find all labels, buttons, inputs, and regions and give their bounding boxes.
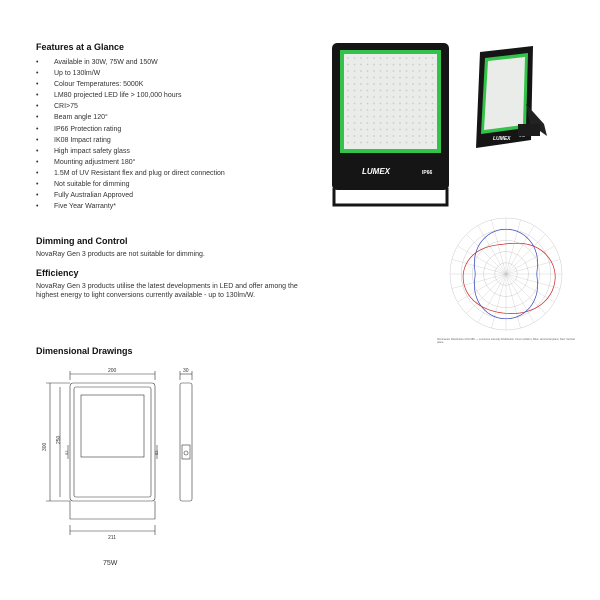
- features-heading: Features at a Glance: [36, 42, 125, 52]
- dimming-heading: Dimming and Control: [36, 236, 128, 246]
- model-label: 75W: [103, 560, 118, 567]
- feature-item: • Beam angle 120°: [36, 112, 296, 123]
- dim-depth: 30: [183, 368, 189, 374]
- dimensional-drawing: [30, 365, 220, 545]
- floodlight-angled: [476, 46, 547, 148]
- feature-item: • LM80 projected LED life > 100,000 hours: [36, 90, 296, 101]
- feature-item: • High impact safety glass: [36, 146, 296, 157]
- side-brand-logo: LUMEX: [493, 136, 511, 142]
- feature-item: • IP66 Protection rating: [36, 124, 296, 135]
- feature-item: • Colour Temperatures: 5000K: [36, 79, 296, 90]
- dim-height-body: 250: [56, 435, 62, 444]
- feature-item: • Mounting adjustment 180°: [36, 157, 296, 168]
- feature-item: • Up to 130lm/W: [36, 68, 296, 79]
- efficiency-text: NovaRay Gen 3 products utilise the latest developments in LED and offer among the highest energy to light conversions currently available - up to 130lm/W.: [36, 283, 298, 299]
- dim-height-total: 300: [42, 442, 48, 451]
- polar-diagram: [436, 214, 576, 336]
- feature-item: • Not suitable for dimming: [36, 179, 296, 190]
- feature-item: • Available in 30W, 75W and 150W: [36, 57, 296, 68]
- dim-offset-left: 52: [64, 450, 69, 455]
- feature-item: • IK08 Impact rating: [36, 135, 296, 146]
- features-list: [36, 57, 296, 212]
- dimming-text: NovaRay Gen 3 products are not suitable for dimming.: [36, 251, 205, 258]
- dim-offset-right: 52: [154, 450, 159, 455]
- feature-item: • Five Year Warranty*: [36, 201, 296, 212]
- feature-item: • 1.5M of UV Resistant flex and plug or direct connection: [36, 168, 296, 179]
- feature-item: • Fully Australian Approved: [36, 190, 296, 201]
- drawings-heading: Dimensional Drawings: [36, 346, 133, 356]
- floodlight-front: [332, 43, 449, 205]
- dim-width-top: 200: [108, 368, 117, 374]
- dim-width-bottom: 211: [108, 535, 116, 541]
- polar-caption: Illuminance Distribution C0/C180 — Luminous Intensity Distribution Curve (cd/klm), Blue: Horizontal plane; Red: Vertical plane.: [437, 337, 575, 344]
- feature-item: • CRI>75: [36, 101, 296, 112]
- ip-badge: IP66: [422, 170, 433, 176]
- efficiency-heading: Efficiency: [36, 268, 79, 278]
- brand-logo: LUMEX: [362, 167, 390, 176]
- product-photo: [330, 40, 560, 210]
